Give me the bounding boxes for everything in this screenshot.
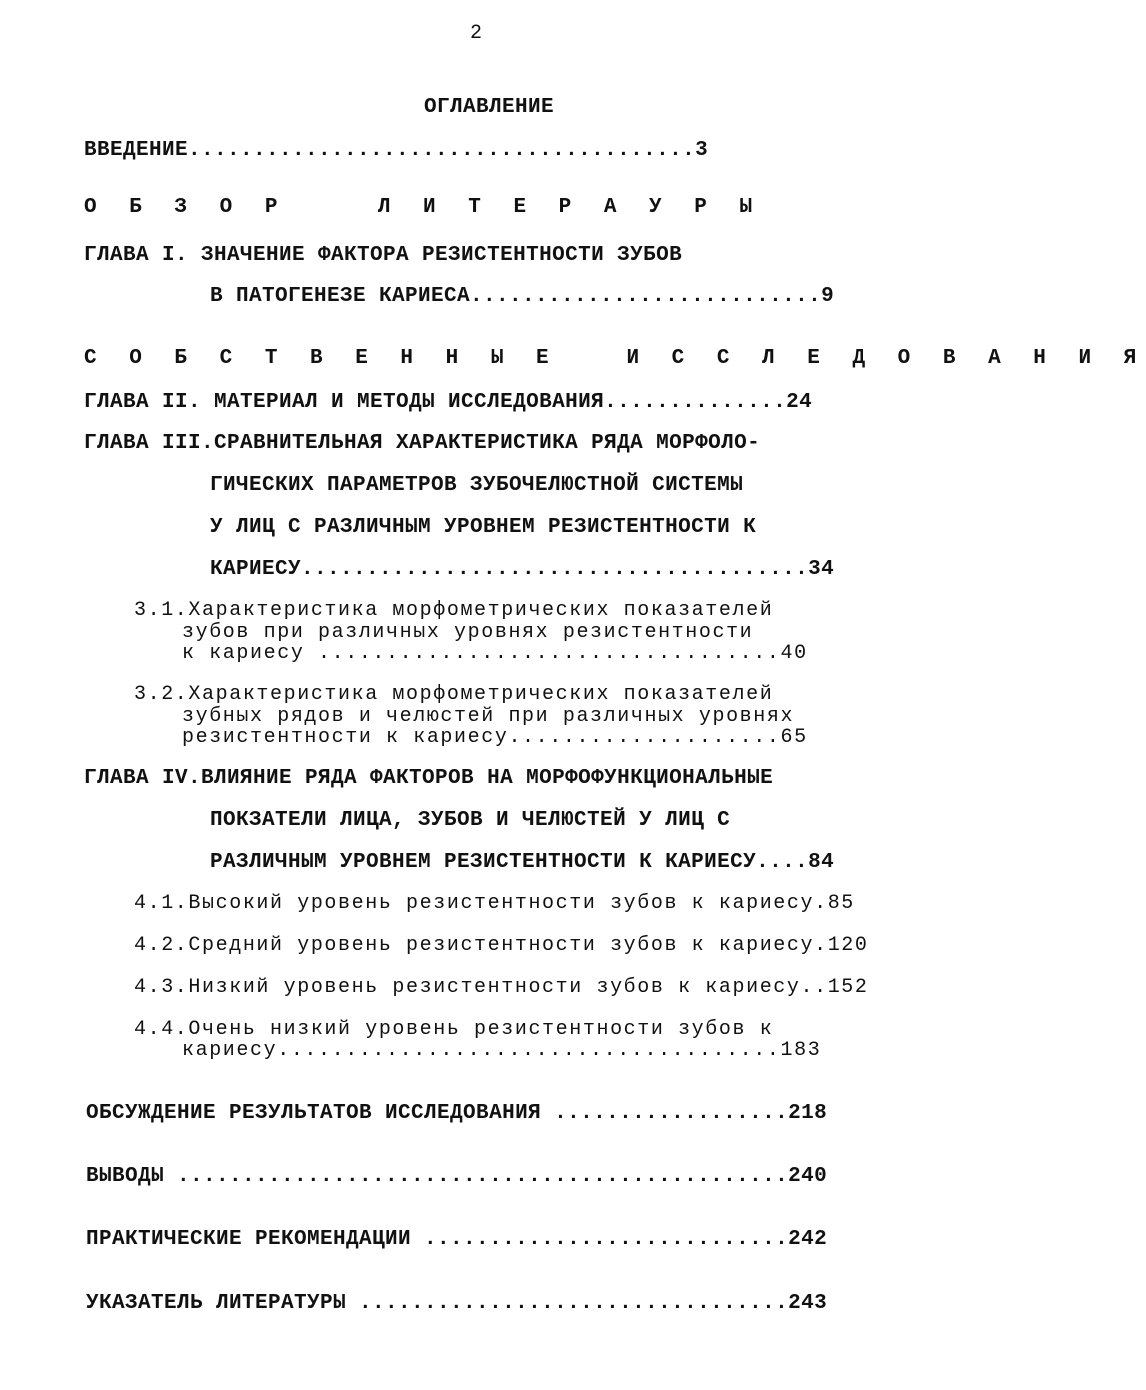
toc-subentry-continuation: к кариесу ..................................40 [182,642,808,665]
toc-entry-continuation: В ПАТОГЕНЕЗЕ КАРИЕСА...........................9 [210,285,835,308]
toc-entry-continuation: РАЗЛИЧНЫМ УРОВНЕМ РЕЗИСТЕНТНОСТИ К КАРИЕСУ....84 [210,851,835,874]
toc-entry-continuation: ПОКЗАТЕЛИ ЛИЦА, ЗУБОВ И ЧЕЛЮСТЕЙ У ЛИЦ С [210,809,731,832]
toc-subentry-continuation: кариесу.....................................183 [182,1039,822,1062]
toc-entry: ГЛАВА IV.ВЛИЯНИЕ РЯДА ФАКТОРОВ НА МОРФОФУНКЦИОНАЛЬНЫЕ [84,767,774,790]
toc-subentry-continuation: зубов при различных уровнях резистентности [182,621,754,644]
toc-subentry: 4.1.Высокий уровень резистентности зубов к кариесу.85 [134,892,855,915]
toc-entry-continuation: КАРИЕСУ.......................................34 [210,558,835,581]
toc-subentry-continuation: зубных рядов и челюстей при различных уровнях [182,705,795,728]
toc-entry: ГЛАВА III.СРАВНИТЕЛЬНАЯ ХАРАКТЕРИСТИКА РЯДА МОРФОЛО- [84,432,761,455]
toc-entry: ВВЕДЕНИЕ.......................................3 [84,139,709,162]
toc-entry: ГЛАВА I. ЗНАЧЕНИЕ ФАКТОРА РЕЗИСТЕНТНОСТИ ЗУБОВ [84,244,683,267]
toc-entry-continuation: У ЛИЦ С РАЗЛИЧНЫМ УРОВНЕМ РЕЗИСТЕНТНОСТИ К [210,516,757,539]
toc-entry: УКАЗАТЕЛЬ ЛИТЕРАТУРЫ .................................243 [86,1292,828,1315]
toc-subentry: 4.2.Средний уровень резистентности зубов к кариесу.120 [134,934,869,957]
toc-subentry: 3.1.Характеристика морфометрических показателей [134,599,774,622]
toc-entry: ВЫВОДЫ ...............................................240 [86,1165,828,1188]
page-number: 2 [470,22,484,45]
toc-entry: ПРАКТИЧЕСКИЕ РЕКОМЕНДАЦИИ ............................242 [86,1228,828,1251]
toc-subentry: 4.3.Низкий уровень резистентности зубов к кариесу..152 [134,976,869,999]
toc-subentry: 3.2.Характеристика морфометрических показателей [134,683,774,706]
toc-subentry-continuation: резистентности к кариесу....................65 [182,726,808,749]
toc-title: ОГЛАВЛЕНИЕ [424,96,555,119]
section-heading: С О Б С Т В Е Н Н Ы Е И С С Л Е Д О В А Н И Я [84,347,1146,370]
toc-entry-continuation: ГИЧЕСКИХ ПАРАМЕТРОВ ЗУБОЧЕЛЮСТНОЙ СИСТЕМЫ [210,474,744,497]
toc-subentry: 4.4.Очень низкий уровень резистентности зубов к [134,1018,774,1041]
toc-entry: ГЛАВА II. МАТЕРИАЛ И МЕТОДЫ ИССЛЕДОВАНИЯ..............24 [84,391,813,414]
section-heading: О Б З О Р Л И Т Е Р А У Р Ы [84,196,763,219]
toc-entry: ОБСУЖДЕНИЕ РЕЗУЛЬТАТОВ ИССЛЕДОВАНИЯ ..................218 [86,1102,828,1125]
